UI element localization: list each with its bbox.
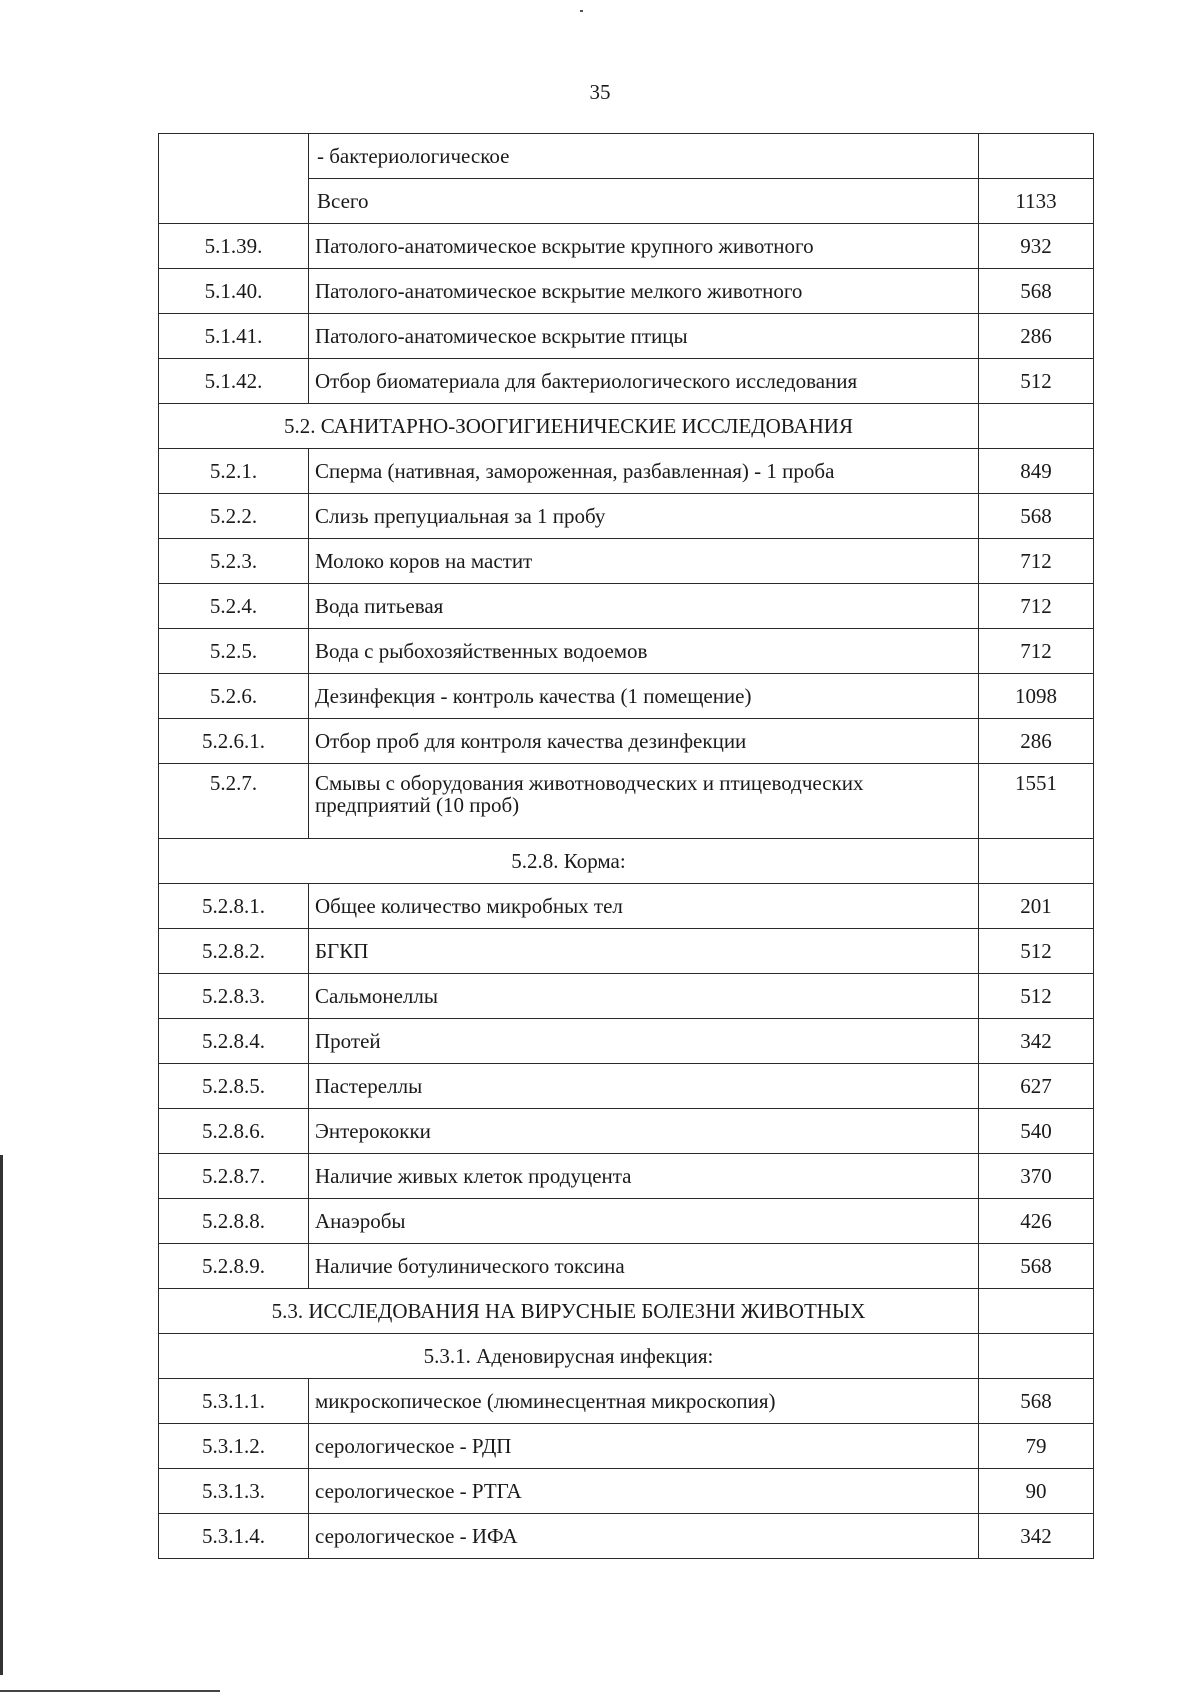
section-title: 5.3.1. Аденовирусная инфекция: [159,1334,979,1379]
code-cell: 5.2.2. [159,494,309,539]
price-cell: 712 [979,584,1094,629]
price-cell: 1133 [979,179,1094,224]
code-cell: 5.2.8.5. [159,1064,309,1109]
code-cell [159,134,309,224]
name-cell: Пастереллы [309,1064,979,1109]
price-cell [979,839,1094,884]
table-row [159,674,1094,719]
name-cell: Патолого-анатомическое вскрытие мелкого животного [309,269,979,314]
price-cell: 712 [979,629,1094,674]
price-cell: 79 [979,1424,1094,1469]
name-cell: Отбор биоматериала для бактериологического исследования [309,359,979,404]
price-cell: 90 [979,1469,1094,1514]
price-cell [979,1334,1094,1379]
table-row [159,1064,1094,1109]
table-row [159,539,1094,584]
name-cell: БГКП [309,929,979,974]
name-cell: Молоко коров на мастит [309,539,979,584]
code-cell: 5.3.1.2. [159,1424,309,1469]
code-cell: 5.1.42. [159,359,309,404]
code-cell: 5.1.41. [159,314,309,359]
table-row [159,1424,1094,1469]
price-cell: 512 [979,974,1094,1019]
name-cell: Дезинфекция - контроль качества (1 помещение) [309,674,979,719]
name-cell: Вода питьевая [309,584,979,629]
page-number: 35 [589,80,611,104]
table-row [159,1514,1094,1559]
code-cell: 5.2.8.3. [159,974,309,1019]
code-cell: 5.2.8.2. [159,929,309,974]
section-header-row [159,404,1094,449]
code-cell: 5.2.8.9. [159,1244,309,1289]
table-row [159,929,1094,974]
code-cell: 5.1.40. [159,269,309,314]
price-cell [979,404,1094,449]
table-row [159,269,1094,314]
price-cell: 568 [979,494,1094,539]
price-cell: 512 [979,929,1094,974]
price-cell: 568 [979,1379,1094,1424]
name-cell: Смывы с оборудования животноводческих и птицеводческих предприятий (10 проб) [309,764,979,839]
name-cell: Наличие живых клеток продуцента [309,1154,979,1199]
price-cell: 712 [979,539,1094,584]
price-cell: 286 [979,719,1094,764]
code-cell: 5.2.6. [159,674,309,719]
name-cell: Общее количество микробных тел [309,884,979,929]
section-title: 5.2. САНИТАРНО-ЗООГИГИЕНИЧЕСКИЕ ИССЛЕДОВАНИЯ [159,404,979,449]
table-row [159,1379,1094,1424]
name-cell: Сальмонеллы [309,974,979,1019]
price-cell: 540 [979,1109,1094,1154]
name-cell: Протей [309,1019,979,1064]
name-cell: Наличие ботулинического токсина [309,1244,979,1289]
price-cell: 512 [979,359,1094,404]
code-cell: 5.2.8.7. [159,1154,309,1199]
name-cell: микроскопическое (люминесцентная микроскопия) [309,1379,979,1424]
price-cell: 286 [979,314,1094,359]
code-cell: 5.2.4. [159,584,309,629]
table-row [159,584,1094,629]
name-cell: Патолого-анатомическое вскрытие крупного животного [309,224,979,269]
section-header-row [159,1334,1094,1379]
table-row [159,1019,1094,1064]
name-cell: серологическое - ИФА [309,1514,979,1559]
code-cell: 5.2.1. [159,449,309,494]
section-title: 5.2.8. Корма: [159,839,979,884]
price-cell: 201 [979,884,1094,929]
table-row [159,1244,1094,1289]
code-cell: 5.3.1.3. [159,1469,309,1514]
table-row [159,974,1094,1019]
code-cell: 5.2.8.6. [159,1109,309,1154]
price-cell: 370 [979,1154,1094,1199]
table-row [159,314,1094,359]
scan-speck [580,10,583,12]
code-cell: 5.2.3. [159,539,309,584]
table-row [159,1154,1094,1199]
price-cell [979,134,1094,179]
name-cell: Сперма (нативная, замороженная, разбавленная) - 1 проба [309,449,979,494]
code-cell: 5.1.39. [159,224,309,269]
table-row [159,884,1094,929]
code-cell: 5.2.6.1. [159,719,309,764]
scan-edge-line [0,1155,3,1675]
table-row [159,134,1094,179]
price-cell: 627 [979,1064,1094,1109]
name-cell: Вода с рыбохозяйственных водоемов [309,629,979,674]
section-header-row [159,1289,1094,1334]
price-cell: 1098 [979,674,1094,719]
price-cell [979,1289,1094,1334]
name-cell: Отбор проб для контроля качества дезинфекции [309,719,979,764]
name-cell: Энтерококки [309,1109,979,1154]
table-row [159,1199,1094,1244]
code-cell: 5.2.7. [159,764,309,839]
name-cell: - бактериологическое [309,134,979,179]
price-cell: 568 [979,1244,1094,1289]
name-cell: серологическое - РДП [309,1424,979,1469]
table-row [159,764,1094,839]
code-cell: 5.3.1.4. [159,1514,309,1559]
name-cell: Всего [309,179,979,224]
price-cell: 1551 [979,764,1094,839]
name-cell: Анаэробы [309,1199,979,1244]
price-cell: 849 [979,449,1094,494]
code-cell: 5.3.1.1. [159,1379,309,1424]
name-cell: Патолого-анатомическое вскрытие птицы [309,314,979,359]
code-cell: 5.2.8.1. [159,884,309,929]
name-cell: Слизь препуциальная за 1 пробу [309,494,979,539]
table-row [159,494,1094,539]
code-cell: 5.2.5. [159,629,309,674]
price-cell: 426 [979,1199,1094,1244]
code-cell: 5.2.8.8. [159,1199,309,1244]
scan-bottom-line [0,1690,220,1692]
price-cell: 342 [979,1019,1094,1064]
table-row [159,449,1094,494]
table-row [159,224,1094,269]
price-list-table [158,133,1094,1559]
name-cell: серологическое - РТГА [309,1469,979,1514]
table-row [159,1109,1094,1154]
price-cell: 932 [979,224,1094,269]
table-row [159,1469,1094,1514]
section-title: 5.3. ИССЛЕДОВАНИЯ НА ВИРУСНЫЕ БОЛЕЗНИ ЖИВОТНЫХ [159,1289,979,1334]
code-cell: 5.2.8.4. [159,1019,309,1064]
price-cell: 568 [979,269,1094,314]
price-cell: 342 [979,1514,1094,1559]
table-row [159,359,1094,404]
table-row [159,629,1094,674]
section-header-row [159,839,1094,884]
table-row [159,719,1094,764]
